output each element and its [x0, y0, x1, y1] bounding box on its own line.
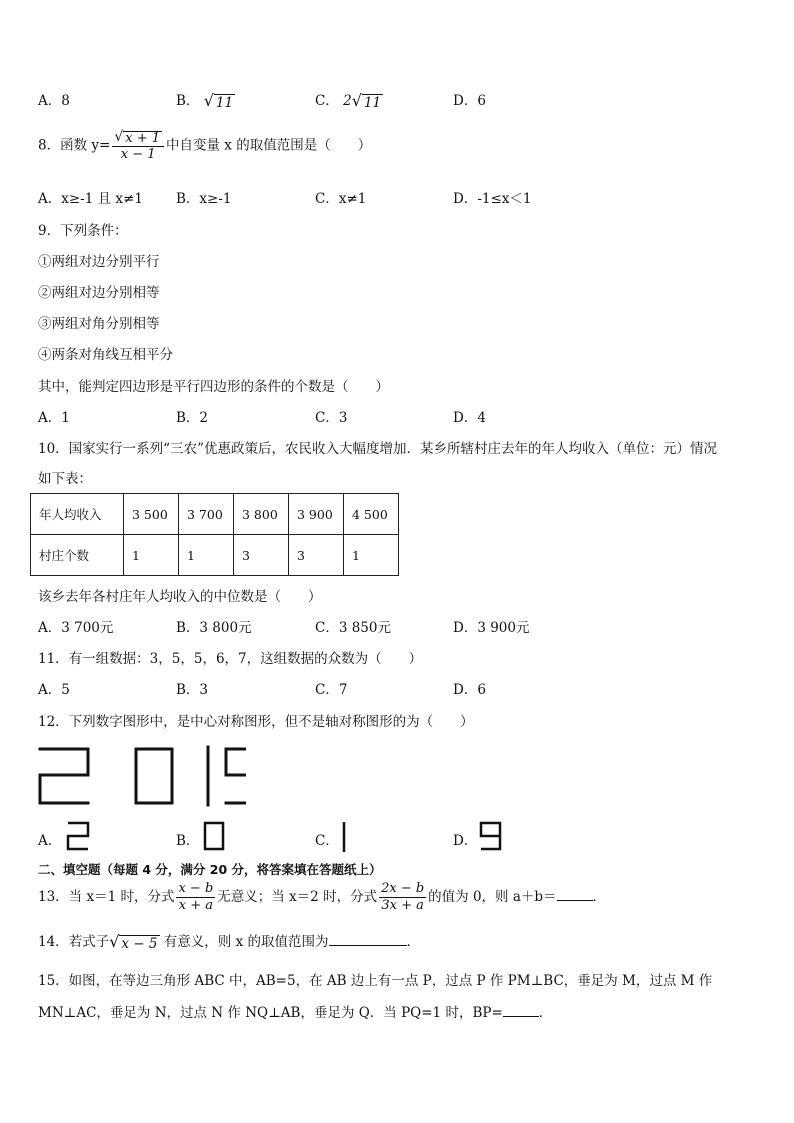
- q12-option-b: [176, 829, 199, 849]
- table-cell: 3 500: [124, 494, 179, 535]
- table-cell: 3 900: [289, 494, 344, 535]
- q14-radicand: x − 5: [121, 935, 158, 952]
- q7-c-radicand: 11: [363, 94, 382, 111]
- q13-part4: ．: [592, 889, 607, 905]
- q8-option-b: B．x≥-1: [176, 191, 232, 207]
- q9-option-a: A．1: [38, 410, 70, 426]
- q12-option-a-label: A．: [38, 833, 62, 849]
- q7-option-b: [176, 89, 235, 112]
- q8-option-d: D．-1≤x＜1: [453, 191, 532, 207]
- q15-line2-text: MN⊥AC，垂足为 N，过点 N 作 NQ⊥AB，垂足为 Q．当 PQ=1 时，BP=: [38, 1005, 503, 1021]
- section-fill-in-title: 二、填空题（每题 4 分，满分 20 分，将答案填在答题纸上）: [38, 862, 382, 877]
- sqrt-symbol: √ 11: [203, 90, 234, 111]
- q14-part3: ．: [406, 934, 420, 950]
- q7-option-d: D．6: [453, 93, 486, 109]
- digit-9-shape: [226, 749, 246, 803]
- q13-stem: [38, 882, 606, 913]
- q12-stem: 12．下列数字图形中，是中心对称图形，但不是轴对称图形的为（ ）: [38, 714, 474, 730]
- q10-option-a: A．3 700元: [38, 620, 114, 636]
- q13-f2-denominator: 3x + a: [381, 898, 424, 913]
- q8-numerator: x + 1: [125, 131, 161, 146]
- q13-answer-blank[interactable]: [557, 888, 593, 901]
- q13-part1: 13．当 x＝1 时，分式: [38, 889, 175, 905]
- q13-fraction-1: [176, 882, 215, 913]
- q10-option-b: B．3 800元: [176, 620, 252, 636]
- table-cell: 3: [289, 535, 344, 576]
- q15-line2: [38, 1001, 552, 1021]
- q12-option-b-label: B．: [176, 833, 200, 849]
- q14-stem: [38, 930, 420, 953]
- table-cell: 1: [344, 535, 399, 576]
- q13-f1-denominator: x + a: [178, 898, 213, 913]
- q12-option-d: [453, 829, 477, 849]
- q7-option-b-label: B．: [176, 93, 200, 109]
- q7-b-radicand: 11: [215, 94, 234, 111]
- digit-0-shape: [136, 749, 172, 803]
- q13-fraction-2: [379, 882, 426, 913]
- q14-part2: 有意义，则 x 的取值范围为: [159, 934, 329, 950]
- q7-option-c: [315, 89, 383, 112]
- digit-2-shape: [40, 749, 88, 803]
- digits-2019-figure: [36, 745, 246, 807]
- sqrt-symbol: √ x + 1: [114, 129, 161, 146]
- q9-question: 其中，能判定四边形是平行四边形的条件的个数是（ ）: [38, 379, 389, 395]
- q14-answer-blank[interactable]: [329, 933, 407, 946]
- q11-option-b: B．3: [176, 682, 209, 698]
- q9-condition-2: ②两组对边分别相等: [38, 285, 160, 301]
- q8-prefix: 8．函数 y=: [38, 137, 111, 154]
- q8-option-a: A．x≥-1 且 x≠1: [38, 191, 143, 207]
- q10-stem-line2: 如下表：: [38, 471, 92, 487]
- q8-option-c: C．x≠1: [315, 191, 367, 207]
- q10-stem-line1: 10．国家实行一系列“三农”优惠政策后，农民收入大幅度增加．某乡所辖村庄去年的年人均收入（单位：元）情况: [38, 441, 717, 457]
- table-header-villages: 村庄个数: [31, 535, 124, 576]
- q7-option-a: A．8: [38, 93, 70, 109]
- digit-2-option-image: [66, 820, 92, 852]
- q13-f2-numerator: 2x − b: [381, 881, 425, 896]
- q13-part2: 无意义；当 x＝2 时，分式: [217, 889, 378, 905]
- q10-question: 该乡去年各村庄年人均收入的中位数是（ ）: [38, 589, 322, 605]
- q13-part3: 的值为 0，则 a＋b＝: [428, 889, 557, 905]
- digit-1-option-image: [338, 820, 350, 854]
- q8-stem: [38, 130, 371, 162]
- q8-suffix: 中自变量 x 的取值范围是（ ）: [166, 137, 372, 154]
- q12-option-a: [38, 829, 61, 849]
- q15-line2-end: ．: [538, 1005, 553, 1021]
- q9-stem: 9．下列条件：: [38, 223, 128, 239]
- q7-c-coefficient: 2: [343, 93, 352, 109]
- q10-option-c: C．3 850元: [315, 620, 391, 636]
- q13-f1-numerator: x − b: [178, 881, 214, 896]
- q11-option-d: D．6: [453, 682, 486, 698]
- q9-option-b: B．2: [176, 410, 209, 426]
- q11-stem: 11．有一组数据：3，5，5，6，7，这组数据的众数为（ ）: [38, 651, 423, 667]
- table-cell: 3 700: [179, 494, 234, 535]
- q9-option-c: C．3: [315, 410, 348, 426]
- q14-part1: 14．若式子: [38, 934, 110, 950]
- income-table: [30, 493, 399, 576]
- q12-option-d-label: D．: [453, 833, 478, 849]
- q7-option-c-label: C．: [315, 93, 339, 109]
- table-row: [31, 535, 399, 576]
- q9-condition-3: ③两组对角分别相等: [38, 316, 160, 332]
- q9-condition-1: ①两组对边分别平行: [38, 254, 160, 270]
- q15-answer-blank[interactable]: [503, 1004, 539, 1017]
- q11-option-c: C．7: [315, 682, 348, 698]
- q15-line1: 15．如图，在等边三角形 ABC 中，AB=5，在 AB 边上有一点 P，过点 P 作 PM⊥BC，垂足为 M，过点 M 作: [38, 973, 713, 989]
- q8-denominator: x − 1: [120, 147, 156, 162]
- q9-option-d: D．4: [453, 410, 486, 426]
- digit-0-option-image: [202, 820, 226, 852]
- q11-option-a: A．5: [38, 682, 70, 698]
- table-cell: 4 500: [344, 494, 399, 535]
- table-cell: 3: [234, 535, 289, 576]
- digit-9-option-image: [478, 820, 504, 852]
- table-cell: 1: [179, 535, 234, 576]
- q10-option-d: D．3 900元: [453, 620, 530, 636]
- table-cell: 3 800: [234, 494, 289, 535]
- q8-fraction: [112, 130, 164, 162]
- q12-option-c-label: C．: [315, 833, 339, 849]
- table-cell: 1: [124, 535, 179, 576]
- table-row: [31, 494, 399, 535]
- q12-option-c: [315, 829, 339, 849]
- q9-condition-4: ④两条对角线互相平分: [38, 347, 173, 363]
- sqrt-symbol: √ x − 5: [109, 931, 158, 952]
- table-header-income: 年人均收入: [31, 494, 124, 535]
- sqrt-symbol: √ 11: [351, 90, 382, 111]
